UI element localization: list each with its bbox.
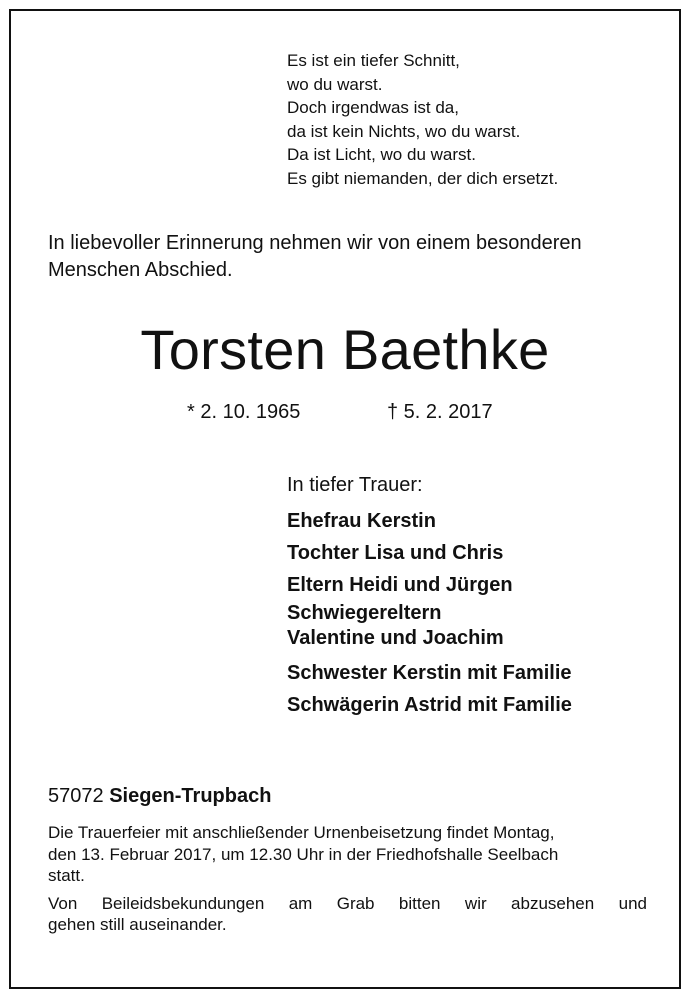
- address-zip: 57072: [48, 785, 104, 807]
- death-date: † 5. 2. 2017: [387, 401, 493, 423]
- mourner-entry: Ehefrau Kerstin: [287, 510, 436, 532]
- ceremony-line: statt.: [48, 866, 85, 885]
- obituary-notice: [9, 9, 681, 989]
- birth-date: * 2. 10. 1965: [187, 401, 301, 423]
- poem-line: Doch irgendwas ist da,: [287, 98, 459, 118]
- mourners-list: [287, 506, 572, 722]
- mourning-heading: In tiefer Trauer:: [287, 474, 423, 496]
- poem-line: Es ist ein tiefer Schnitt,: [287, 51, 460, 70]
- condolence-line: gehen still auseinander.: [48, 915, 227, 934]
- address-place: Siegen-Trupbach: [109, 785, 272, 807]
- funeral-notice: [48, 822, 647, 936]
- mourner-entry: Schwester Kerstin mit Familie: [287, 662, 572, 685]
- mourner-entry-line: Schwiegereltern: [287, 602, 442, 625]
- mourner-entry: Tochter Lisa und Chris: [287, 541, 504, 564]
- intro-text: [48, 230, 648, 284]
- intro-line: Menschen Abschied.: [48, 259, 233, 281]
- address: [48, 783, 271, 809]
- mourner-entry: Eltern Heidi und Jürgen: [287, 573, 513, 596]
- poem-line: Es gibt niemanden, der dich ersetzt.: [287, 168, 559, 188]
- poem: [287, 49, 558, 191]
- mourner-entry-line: Valentine und Joachim: [287, 627, 504, 650]
- ceremony-line: den 13. Februar 2017, um 12.30 Uhr in der Friedhofshalle Seelbach: [48, 844, 559, 864]
- ceremony-line: Die Trauerfeier mit anschließender Urnenbeisetzung findet Montag,: [48, 823, 555, 842]
- mourner-entry: Schwägerin Astrid mit Familie: [287, 694, 572, 717]
- intro-line: In liebevoller Erinnerung nehmen wir von einem besonderen: [48, 232, 582, 254]
- deceased-name: Torsten Baethke: [140, 318, 550, 381]
- poem-line: wo du warst.: [287, 74, 383, 94]
- poem-line: da ist kein Nichts, wo du warst.: [287, 121, 521, 141]
- mourner-entry: [287, 601, 572, 651]
- poem-line: Da ist Licht, wo du warst.: [287, 145, 476, 165]
- condolence-line: Von Beileidsbekundungen am Grab bitten wir abzusehen und: [48, 893, 647, 913]
